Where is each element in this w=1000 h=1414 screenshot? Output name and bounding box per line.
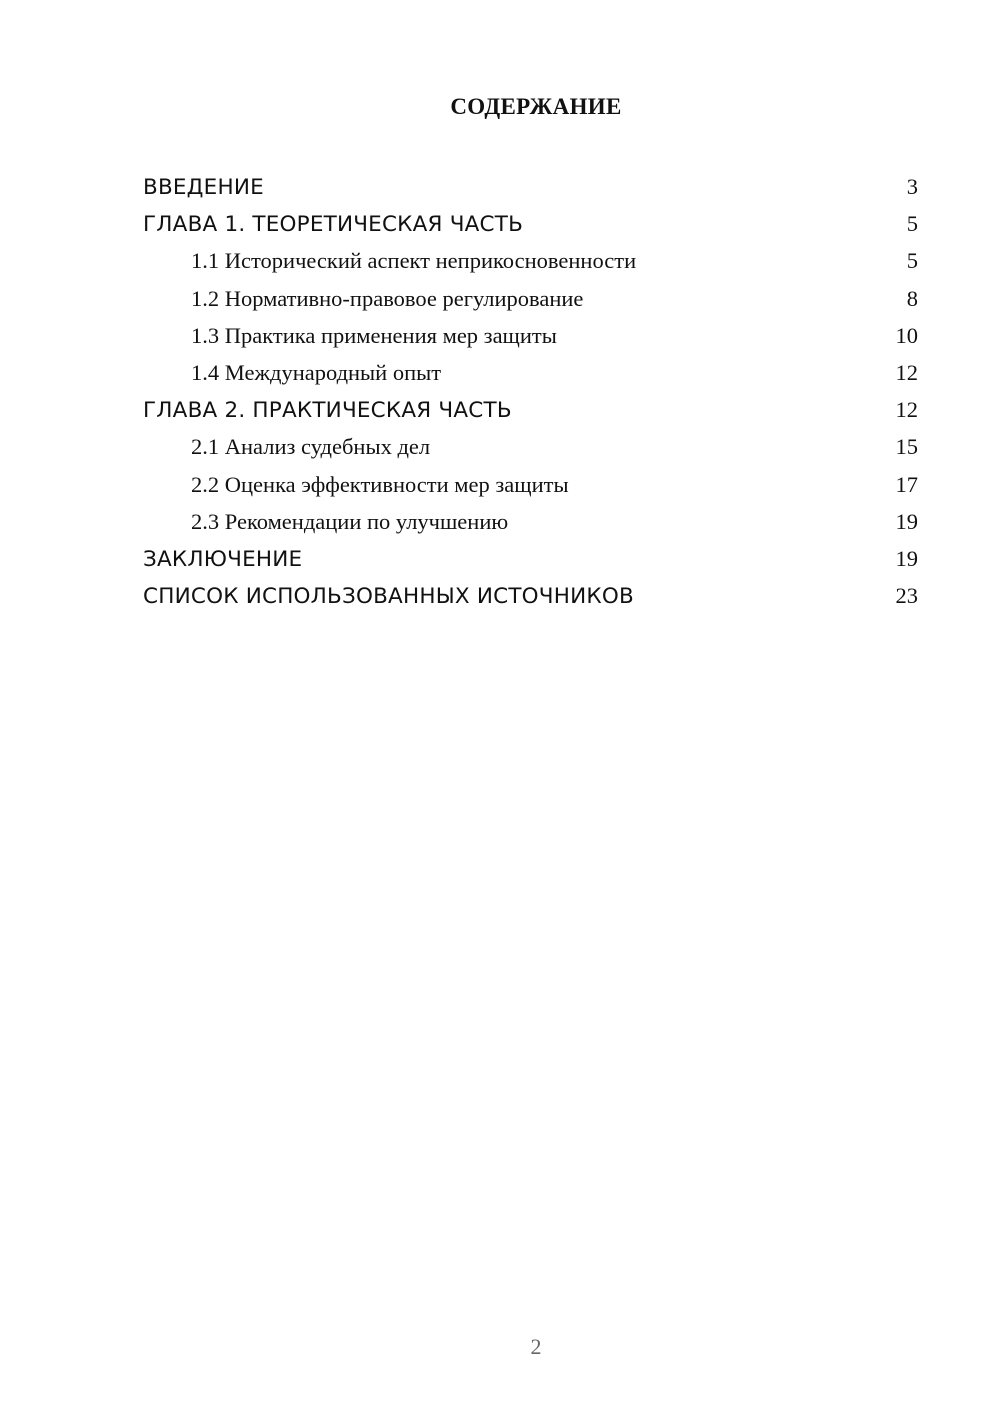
toc-entry-page: 5 — [906, 248, 918, 274]
toc-title: СОДЕРЖАНИЕ — [450, 94, 622, 119]
page-number: 2 — [530, 1334, 542, 1359]
toc-entry-page: 10 — [895, 322, 918, 348]
toc-entry-page: 19 — [895, 545, 918, 571]
toc-entry-page: 19 — [895, 508, 918, 534]
toc-entry-page: 23 — [895, 583, 918, 609]
toc-entry-label: 2.2 Оценка эффективности мер защиты — [191, 471, 569, 497]
toc-entry-chapter-1[interactable] — [143, 205, 918, 242]
toc-entry-section-1-3[interactable] — [143, 317, 918, 354]
toc-entry-label: ЗАКЛЮЧЕНИЕ — [143, 546, 303, 572]
toc-entry-page: 17 — [895, 471, 918, 497]
toc-entry-page: 8 — [906, 285, 918, 311]
toc-entry-section-2-2[interactable] — [143, 466, 918, 503]
toc-entry-references[interactable] — [143, 577, 918, 614]
toc-entry-page: 5 — [906, 211, 918, 237]
table-of-contents — [143, 168, 918, 614]
toc-entry-label: ГЛАВА 1. ТЕОРЕТИЧЕСКАЯ ЧАСТЬ — [143, 212, 524, 238]
toc-entry-page: 12 — [895, 359, 918, 385]
toc-entry-chapter-2[interactable] — [143, 391, 918, 428]
toc-entry-label: СПИСОК ИСПОЛЬЗОВАННЫХ ИСТОЧНИКОВ — [143, 584, 634, 610]
toc-entry-label: 1.4 Международный опыт — [191, 359, 442, 385]
toc-entry-section-2-1[interactable] — [143, 428, 918, 465]
toc-entry-section-1-4[interactable] — [143, 354, 918, 391]
toc-entry-introduction[interactable] — [143, 168, 918, 205]
toc-entry-label: 2.1 Анализ судебных дел — [191, 434, 431, 460]
toc-entry-page: 12 — [895, 397, 918, 423]
toc-entry-label: 2.3 Рекомендации по улучшению — [191, 508, 509, 534]
toc-entry-label: 1.1 Исторический аспект неприкосновенности — [191, 248, 637, 274]
toc-entry-page: 15 — [895, 434, 918, 460]
toc-entry-page: 3 — [906, 174, 918, 199]
toc-entry-label: 1.2 Нормативно-правовое регулирование — [191, 285, 584, 311]
toc-entry-label: 1.3 Практика применения мер защиты — [191, 322, 557, 348]
toc-entry-conclusion[interactable] — [143, 540, 918, 577]
toc-entry-section-1-2[interactable] — [143, 280, 918, 317]
toc-entry-section-2-3[interactable] — [143, 503, 918, 540]
toc-entry-section-1-1[interactable] — [143, 242, 918, 279]
toc-entry-label: ВВЕДЕНИЕ — [143, 175, 264, 200]
toc-entry-label: ГЛАВА 2. ПРАКТИЧЕСКАЯ ЧАСТЬ — [143, 398, 512, 424]
